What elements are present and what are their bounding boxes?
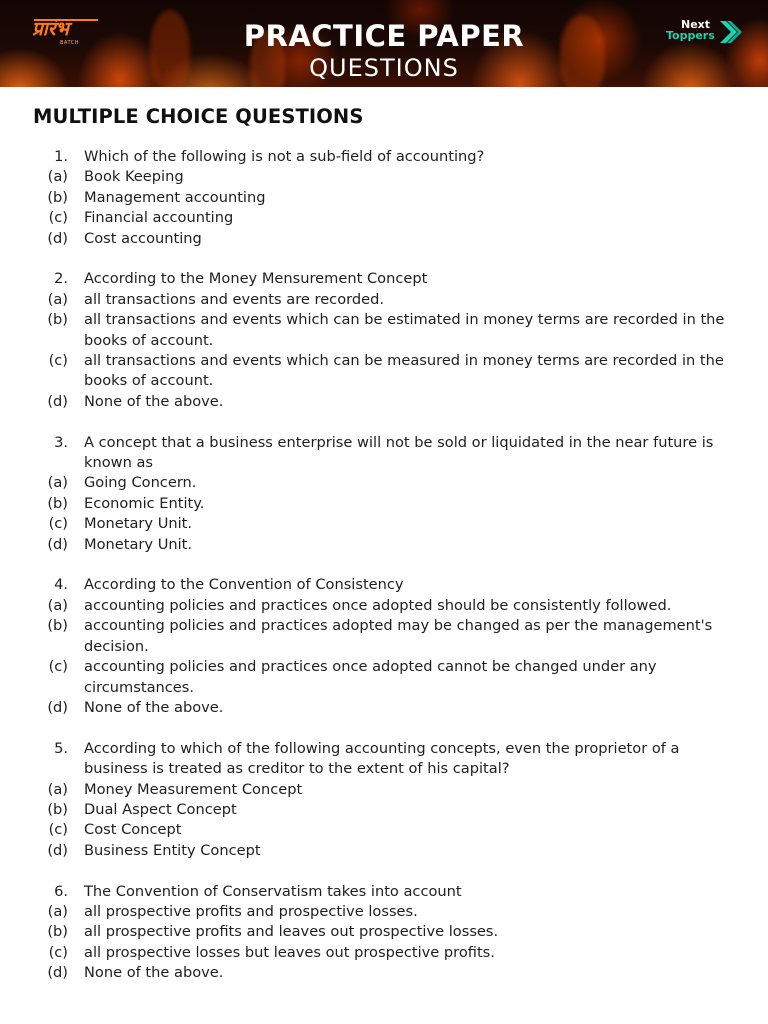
option-row — [0, 351, 768, 392]
page-subtitle: QUESTIONS — [309, 54, 459, 82]
option-label: (a) — [47, 780, 68, 798]
page-title: PRACTICE PAPER — [243, 19, 525, 53]
option-text: all prospective losses but leaves out prospective profits. — [84, 943, 495, 961]
option-text: all transactions and events which can be estimated in money terms are recorded in the books of account. — [84, 311, 725, 349]
option-text: accounting policies and practices adopted may be changed as per the management's decision. — [84, 617, 713, 655]
option-label: (b) — [47, 311, 68, 329]
question-row — [0, 147, 768, 167]
option-label: (d) — [47, 841, 68, 859]
option-label: (d) — [47, 392, 68, 410]
option-row — [0, 657, 768, 698]
question-block — [0, 269, 768, 412]
option-row — [0, 167, 768, 187]
logo-right-line1: Next — [681, 18, 711, 31]
option-row — [0, 535, 768, 555]
option-text: Money Measurement Concept — [84, 780, 303, 798]
option-label: (b) — [47, 617, 68, 635]
question-number: 4. — [54, 576, 68, 594]
option-text: Financial accounting — [84, 209, 234, 227]
option-label: (a) — [47, 168, 68, 186]
option-text: Dual Aspect Concept — [84, 800, 237, 818]
option-row — [0, 188, 768, 208]
question-text: According to the Convention of Consistency — [84, 576, 404, 594]
option-label: (d) — [47, 964, 68, 982]
option-label: (b) — [47, 800, 68, 818]
option-row — [0, 392, 768, 412]
question-block — [0, 433, 768, 555]
option-row — [0, 616, 768, 657]
question-number: 3. — [54, 433, 68, 451]
option-row — [0, 473, 768, 493]
option-label: (d) — [47, 698, 68, 716]
option-row — [0, 902, 768, 922]
option-row — [0, 800, 768, 820]
option-label: (c) — [48, 943, 68, 961]
option-text: Book Keeping — [84, 168, 184, 186]
question-row — [0, 433, 768, 474]
option-text: accounting policies and practices once adopted should be consistently followed. — [84, 596, 672, 614]
option-text: Cost accounting — [84, 229, 202, 247]
option-row — [0, 780, 768, 800]
option-text: Cost Concept — [84, 821, 182, 839]
option-label: (c) — [48, 658, 68, 676]
option-text: None of the above. — [84, 698, 224, 716]
question-text: Which of the following is not a sub-field of accounting? — [84, 148, 485, 165]
option-row — [0, 310, 768, 351]
option-text: None of the above. — [84, 392, 224, 410]
option-row — [0, 229, 768, 249]
logo-left-text: प्रारंभ — [32, 18, 69, 40]
question-number: 6. — [54, 882, 68, 900]
question-block — [0, 575, 768, 718]
logo-right-line2: Toppers — [666, 29, 715, 42]
option-text: all prospective profits and leaves out prospective losses. — [84, 923, 499, 941]
option-row — [0, 922, 768, 942]
option-text: Management accounting — [84, 188, 266, 206]
option-text: None of the above. — [84, 964, 224, 982]
double-chevron-icon — [718, 19, 742, 45]
option-row — [0, 698, 768, 718]
option-text: all transactions and events which can be measured in money terms are recorded in the books of account. — [84, 352, 724, 390]
header-banner — [0, 0, 768, 87]
question-number: 1. — [54, 148, 68, 165]
question-text: A concept that a business enterprise will not be sold or liquidated in the near future is known as — [84, 433, 714, 472]
option-label: (b) — [47, 494, 68, 512]
question-number: 2. — [54, 270, 68, 288]
option-label: (c) — [48, 515, 68, 533]
question-row — [0, 882, 768, 902]
option-text: Monetary Unit. — [84, 535, 193, 553]
option-label: (c) — [48, 352, 68, 370]
question-block — [0, 739, 768, 861]
section-title: MULTIPLE CHOICE QUESTIONS — [33, 105, 364, 128]
option-text: Going Concern. — [84, 474, 197, 492]
question-text: According to the Money Mensurement Concept — [84, 270, 428, 288]
option-label: (d) — [47, 229, 68, 247]
question-text: According to which of the following accounting concepts, even the proprietor of a business is treated as creditor to the extent of his capital? — [84, 739, 680, 778]
option-label: (b) — [47, 923, 68, 941]
option-label: (a) — [47, 902, 68, 920]
option-label: (d) — [47, 535, 68, 553]
question-block — [0, 147, 768, 249]
option-row — [0, 596, 768, 616]
question-row — [0, 575, 768, 595]
option-row — [0, 963, 768, 983]
option-row — [0, 841, 768, 861]
questions-list — [0, 147, 768, 1004]
option-text: Economic Entity. — [84, 494, 205, 512]
question-row — [0, 739, 768, 780]
option-label: (a) — [47, 290, 68, 308]
option-text: all transactions and events are recorded. — [84, 290, 385, 308]
option-text: accounting policies and practices once adopted cannot be changed under any circumstances. — [84, 658, 657, 696]
option-row — [0, 208, 768, 228]
option-label: (a) — [47, 474, 68, 492]
option-label: (a) — [47, 596, 68, 614]
option-row — [0, 943, 768, 963]
option-label: (c) — [48, 209, 68, 227]
logo-left-small-text: BATCH — [60, 40, 79, 46]
question-text: The Convention of Conservatism takes into account — [84, 882, 462, 900]
option-text: Monetary Unit. — [84, 515, 193, 533]
question-number: 5. — [54, 739, 68, 757]
option-row — [0, 290, 768, 310]
option-label: (c) — [48, 821, 68, 839]
option-text: Business Entity Concept — [84, 841, 261, 859]
option-label: (b) — [47, 188, 68, 206]
option-row — [0, 514, 768, 534]
option-text: all prospective profits and prospective losses. — [84, 902, 418, 920]
question-block — [0, 882, 768, 984]
option-row — [0, 820, 768, 840]
question-row — [0, 269, 768, 289]
option-row — [0, 494, 768, 514]
next-toppers-logo — [664, 19, 744, 49]
